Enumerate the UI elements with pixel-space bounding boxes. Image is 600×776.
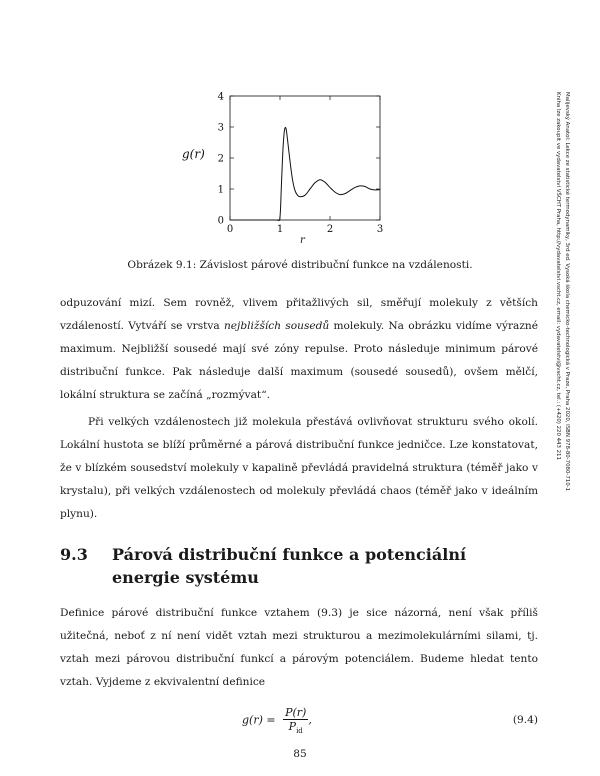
equation-lhs: g(r) = [242,713,276,727]
paragraph-1-emphasis: nejbližších sousedů [223,320,330,332]
section-heading [60,543,538,589]
equation-number: (9.4) [512,714,538,726]
sidebar-line-2: Kniha lze zakoupit ve vydavatelství VŠCHT Praha, http://vydavatelstvi.vscht.cz, email: vydavatelstvi@vscht.cz, tel.: (+420) 220 443 211 [555,92,561,460]
paragraph-2: Při velkých vzdálenostech již molekula přestává ovlivňovat strukturu svého okolí. Lokální hustota se blíží průměrné a párová distribuční funkce jedničce. Lze konstatovat, že v blízkém sousedství molekuly v kapalině převládá pravidelná struktura (téměř jako v krystalu), při velkých vzdálenostech od molekuly převládá chaos (téměř jako v ideálním plynu). [60,416,538,520]
y-tick-label-2: 2 [217,153,224,165]
equation-denominator-sub: id [296,727,303,736]
paragraph-1-text-a: odpuzování mizí. Sem rovněž, vlivem přitažlivých sil, směřují molekuly z větších vzdáleností. Vytváří se vrstva [60,297,538,332]
x-tick-label-0: 0 [226,224,234,235]
gr-plot-svg [170,88,400,248]
figure-caption: Obrázek 9.1: Závislost párové distribuční funkce na vzdálenosti. [127,259,473,271]
equation-numerator: P(r) [285,706,307,719]
section-title: Párová distribuční funkce a potenciální energie systému [112,545,467,587]
equation-fraction [283,706,308,735]
equation-denominator-base: P [288,720,297,733]
page-number: 85 [293,748,307,760]
y-axis-label: g(r) [182,147,205,161]
x-tick-label-2: 2 [326,224,334,235]
equation-denominator [283,720,308,735]
paragraph-1-text-b: molekuly. Na obrázku vidíme výrazné maximum. Nejbližší sousedé mají své zóny repulse. Proto následuje minimum párové distribuční funkce. Pak následuje další maximum (sousedé sousedů), ovšem mělčí, lokální struktura se začíná „rozmývat“. [60,320,538,401]
x-axis-label: r [300,235,305,246]
figure-gr-plot [170,88,400,248]
sidebar-line-1: Malijevský Anatol: Lekce ze statistické termodynamiky, 3rd ed. Vysoká škola chemicko-technologická v Praze, Praha 2020, ISBN 978-80-7080-710-1 [564,92,570,491]
paragraph-3: Definice párové distribuční funkce vztahem (9.3) je sice názorná, není však příliš užitečná, neboť z ní není vidět vztah mezi strukturou a mezimolekulárními silami, tj. vztah mezi párovou distribuční funkcí a párovým potenciálem. Budeme hledat tento vztah. Vyjdeme z ekvivalentní definice [60,607,538,688]
plot-frame [230,96,380,220]
x-tick-label-3: 3 [376,224,384,235]
y-tick-label-3: 3 [217,122,224,134]
x-tick-label-1: 1 [276,224,284,235]
equation-tail: , [308,713,312,727]
y-tick-label-4: 4 [217,91,224,103]
section-number: 9.3 [60,545,88,564]
sidebar-citation [553,92,571,491]
gr-series-line [230,127,380,220]
y-tick-label-1: 1 [217,184,224,196]
y-tick-label-0: 0 [217,215,224,227]
paragraph-1 [60,292,538,407]
equation-9-4 [242,706,312,735]
